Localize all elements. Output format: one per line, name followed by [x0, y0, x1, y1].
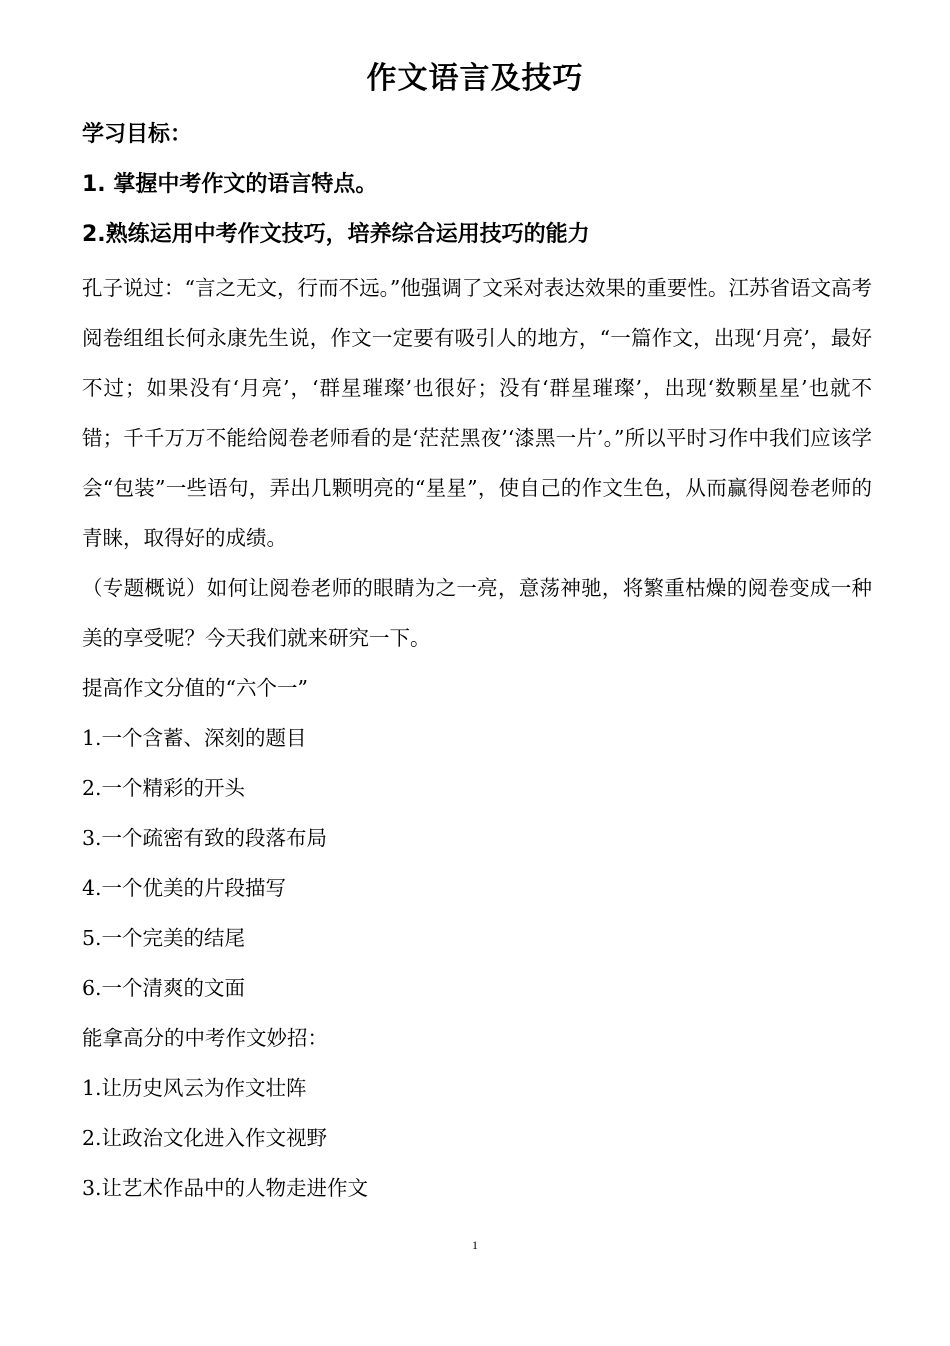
- tips-heading: 能拿高分的中考作文妙招：: [82, 1026, 328, 1050]
- goal-item-1: 1. 掌握中考作文的语言特点。: [82, 172, 378, 197]
- page-number: 1: [472, 1238, 478, 1252]
- six-items-heading: 提高作文分值的“六个一”: [82, 676, 308, 700]
- list-item: 6.一个清爽的文面: [82, 976, 246, 1000]
- goals-heading: 学习目标：: [82, 122, 193, 147]
- page-title: 作文语言及技巧: [366, 61, 584, 96]
- list-item: 2.让政治文化进入作文视野: [82, 1126, 328, 1150]
- list-item: 1.让历史风云为作文壮阵: [82, 1076, 307, 1100]
- list-item: 5.一个完美的结尾: [82, 926, 246, 950]
- overview-paragraph: （专题概说）如何让阅卷老师的眼睛为之一亮，意荡神驰，将繁重枯燥的阅卷变成一种美的享受呢？今天我们就来研究一下。: [82, 576, 872, 650]
- list-item: 4.一个优美的片段描写: [82, 876, 287, 900]
- list-item: 2.一个精彩的开头: [82, 776, 246, 800]
- intro-paragraph: 孔子说过：“言之无文，行而不远。”他强调了文采对表达效果的重要性。江苏省语文高考阅卷组组长何永康先生说，作文一定要有吸引人的地方，“一篇作文，出现‘月亮’，最好不过；如果没有‘月亮’，‘群星璀璨’也很好；没有‘群星璀璨’，出现‘数颗星星’也就不错；千千万万不能给阅卷老师看的是‘茫茫黑夜’‘漆黑一片’。”所以平时习作中我们应该学会“包装”一些语句，弄出几颗明亮的“星星”，使自己的作文生色，从而赢得阅卷老师的青睐，取得好的成绩。: [82, 276, 872, 550]
- list-item: 3.一个疏密有致的段落布局: [82, 826, 328, 850]
- goal-item-2: 2.熟练运用中考作文技巧，培养综合运用技巧的能力: [82, 222, 590, 247]
- list-item: 3.让艺术作品中的人物走进作文: [82, 1176, 369, 1200]
- list-item: 1.一个含蓄、深刻的题目: [82, 726, 307, 750]
